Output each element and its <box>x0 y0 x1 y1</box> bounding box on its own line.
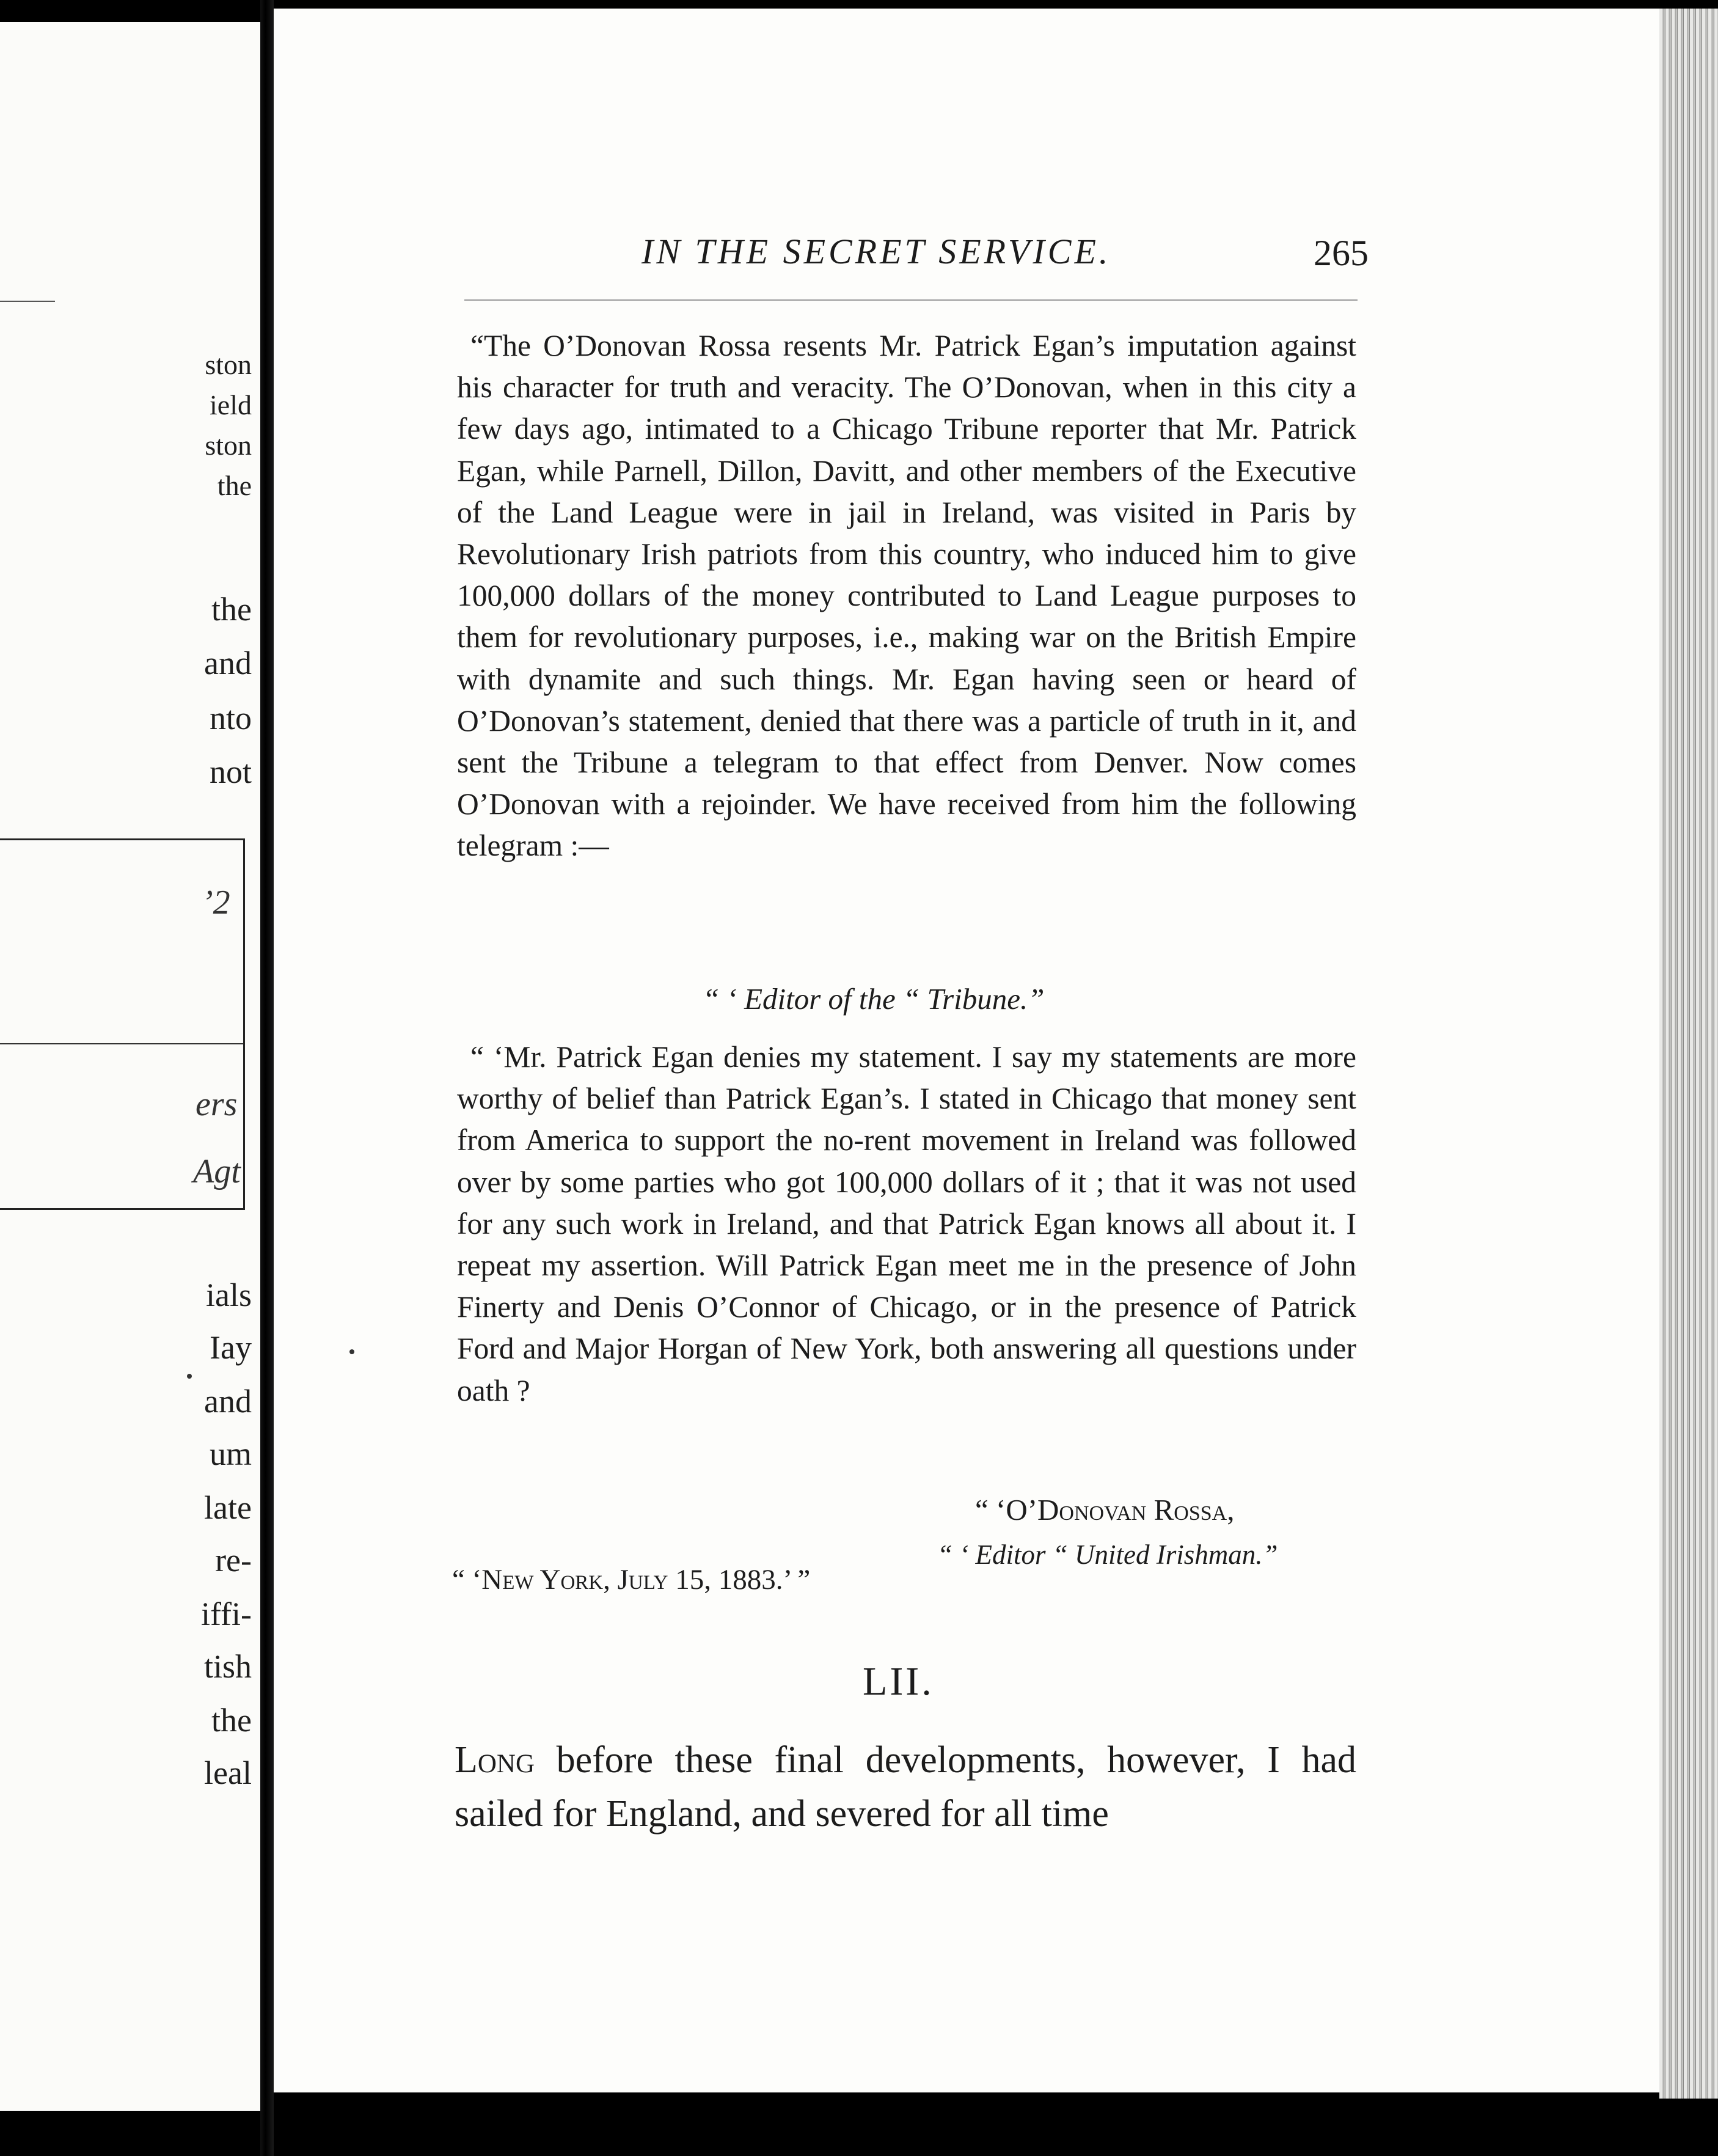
left-page-document-facsimile <box>0 838 245 1210</box>
paragraph-text: “The O’Donovan Rossa resents Mr. Patrick Egan’s imputation against his character for truth and veracity. The O’Donovan, when in this city a few days ago, intimated to a Chicago Tribune reporter that Mr. Patrick Egan, while Parnell, Dillon, Davitt, and other members of the Executive of the Land League were in jail in Ireland, was visited in Paris by Revolutionary Irish patriots from this country, who induced him to give 100,000 dollars of the money contributed to Land League purposes to them for revolutionary purposes, i.e., making war on the British Empire with dynamite and such things. Mr. Egan having seen or heard of O’Donovan’s statement, denied that there was a particle of truth in it, and sent the Tribune a telegram to that effect from Denver. Now comes O’Donovan with a rejoinder. We have received from him the following telegram :— <box>457 329 1356 863</box>
page-edges <box>1659 9 1718 2099</box>
left-fragment: um <box>209 1436 252 1472</box>
left-fragment: and <box>204 1383 252 1420</box>
dateline-text: “ ‘New York, July 15, 1883.’ ” <box>452 1564 811 1596</box>
handwriting-mark: ’2 <box>202 884 230 922</box>
left-fragment: late <box>204 1489 252 1526</box>
left-fragment: nto <box>209 700 252 736</box>
left-fragment: ston <box>205 349 252 380</box>
telegram-salutation: “ ‘ Editor of the “ Tribune.” <box>703 982 1045 1016</box>
left-fragment: Iay <box>210 1329 252 1366</box>
left-fragment: leal <box>204 1755 252 1791</box>
signature-title: “ ‘ Editor “ United Irishman.” <box>937 1539 1278 1570</box>
running-head: IN THE SECRET SERVICE. <box>642 232 1111 271</box>
left-fragment: the <box>211 591 252 628</box>
opening-first-word: Long <box>455 1739 535 1781</box>
page-number: 265 <box>1314 233 1369 273</box>
chapter-opening <box>455 1733 1356 1841</box>
ink-speck <box>187 1374 192 1379</box>
left-fragment: ield <box>210 389 252 420</box>
left-fragment: re- <box>215 1542 252 1579</box>
left-fragment: the <box>217 470 252 501</box>
left-fragment: the <box>211 1702 252 1739</box>
facsimile-line <box>0 1043 243 1044</box>
header-rule <box>464 299 1358 301</box>
left-fragment: ston <box>205 430 252 461</box>
left-fragment: not <box>209 754 252 790</box>
handwriting-mark: ers <box>196 1085 238 1123</box>
dateline <box>452 1563 810 1596</box>
article-paragraph-1 <box>457 325 1356 867</box>
signature-name-text: “ ‘O’Donovan Rossa, <box>975 1493 1235 1527</box>
article-paragraph-2 <box>457 1036 1356 1412</box>
signature-name <box>975 1492 1234 1527</box>
left-fragment: tish <box>203 1648 252 1685</box>
ink-speck <box>349 1349 354 1354</box>
opening-text: before these final developments, however, I had sailed for England, and severed for all time <box>455 1739 1357 1835</box>
left-facing-page <box>0 22 260 2111</box>
left-fragment: ials <box>206 1277 252 1313</box>
chapter-number: LII. <box>863 1659 934 1704</box>
left-page-rule <box>0 301 55 302</box>
book-gutter <box>260 0 274 2156</box>
left-fragment: and <box>204 645 252 681</box>
paragraph-text: “ ‘Mr. Patrick Egan denies my statement. I say my statements are more worthy of belief than Patrick Egan’s. I stated in Chicago that money sent from America to support the no-rent movement in Ireland was followed over by some parties who got 100,000 dollars of it ; that it was not used for any such work in Ireland, and that Patrick Egan knows all about it. I repeat my assertion. Will Patrick Egan meet me in the presence of John Finerty and Denis O’Connor of Chicago, or in the presence of Patrick Ford and Major Horgan of New York, both answering all questions under oath ? <box>457 1040 1356 1407</box>
handwriting-mark: Agt <box>193 1153 241 1190</box>
left-fragment: iffi- <box>201 1596 252 1632</box>
